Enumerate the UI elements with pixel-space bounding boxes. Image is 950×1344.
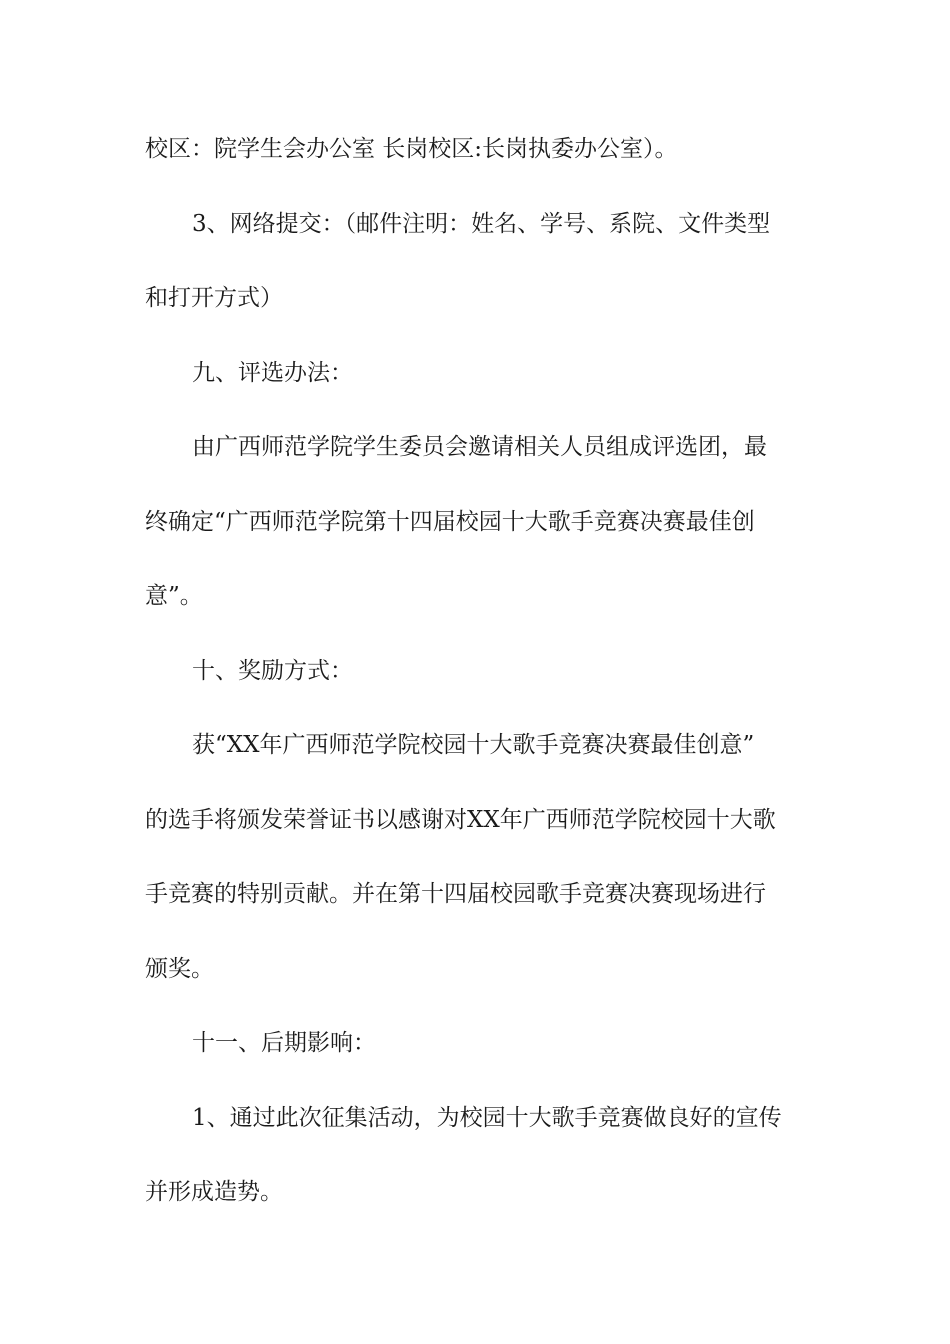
text-line: 3、网络提交：（邮件注明：姓名、学号、系院、文件类型	[192, 210, 771, 237]
text-line: 手竞赛的特别贡献。并在第十四届校园歌手竞赛决赛现场进行	[145, 881, 766, 907]
text-line: 校区：院学生会办公室 长岗校区:长岗执委办公室）。	[145, 136, 678, 162]
document-body	[145, 131, 810, 1249]
text-line: 的选手将颁发荣誉证书以感谢对XX年广西师范学院校园十大歌	[145, 806, 776, 833]
text-line: 颁奖。	[145, 955, 214, 982]
section-heading: 十一、后期影响：	[192, 1030, 376, 1056]
text-line: 意”。	[145, 583, 203, 609]
text-line: 和打开方式）	[145, 285, 283, 311]
text-line: 获“XX年广西师范学院校园十大歌手竞赛决赛最佳创意”	[192, 732, 755, 758]
text-line: 终确定“广西师范学院第十四届校园十大歌手竞赛决赛最佳创	[145, 508, 755, 535]
text-line: 由广西师范学院学生委员会邀请相关人员组成评选团，最	[192, 434, 767, 460]
text-line: 1、通过此次征集活动，为校园十大歌手竞赛做良好的宣传	[192, 1104, 782, 1131]
section-heading: 九、评选办法：	[192, 359, 353, 386]
text-line: 并形成造势。	[145, 1179, 283, 1205]
section-heading: 十、奖励方式：	[192, 657, 353, 684]
